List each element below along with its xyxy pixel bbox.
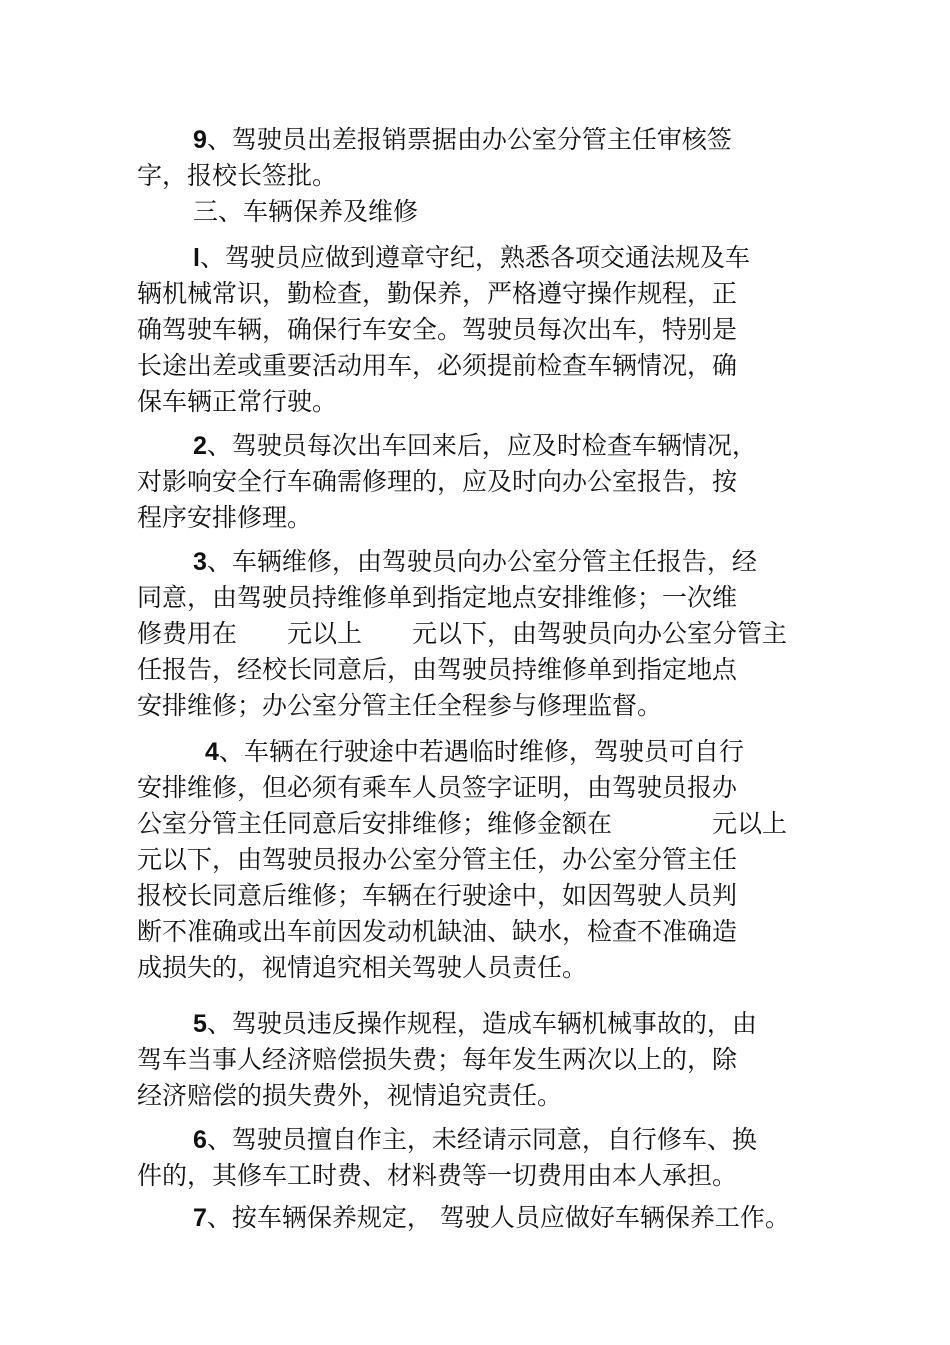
item-7-text-1: 、按车辆保养规定， 驾驶人员应做好车辆保养工作。 [206,1203,790,1232]
item-3-line-2: 同意，由驾驶员持维修单到指定地点安排维修；一次维 [137,583,738,612]
item-3-line-3: 修费用在 元以上 元以下，由驾驶员向办公室分管主 [137,619,788,648]
item-2-text-1: 、驾驶员每次出车回来后，应及时检查车辆情况， [206,431,757,460]
item-3-text-1: 、车辆维修，由驾驶员向办公室分管主任报告，经 [206,547,757,576]
item-6-number: 6 [193,1126,207,1154]
item-3-number: 3 [193,548,207,576]
item-1-line-3: 确驾驶车辆，确保行车安全。驾驶员每次出车，特别是 [137,315,738,344]
item-4-line-2: 安排维修，但必须有乘车人员签字证明，由驾驶员报办 [137,773,738,802]
item-5-number: 5 [193,1010,207,1038]
section-heading: 三、车辆保养及维修 [193,197,419,226]
item-1-line-5: 保车辆正常行驶。 [137,387,338,416]
item-4-line-5: 报校长同意后维修；车辆在行驶途中，如因驾驶人员判 [137,881,738,910]
item-4-line-6: 断不准确或出车前因发动机缺油、缺水，检查不准确造 [137,917,738,946]
item-4-line-1 [205,734,744,770]
item-1-number: l [193,244,200,272]
item-9-number: 9 [193,126,207,154]
item-6-line-1 [193,1122,757,1158]
item-3-line-5: 安排维修；办公室分管主任全程参与修理监督。 [137,691,663,720]
item-9-line-2: 字，报校长签批。 [137,161,338,190]
item-1-line-1 [193,240,750,276]
item-2-number: 2 [193,432,207,460]
item-1-line-4: 长途出差或重要活动用车，必须提前检查车辆情况，确 [137,351,738,380]
item-4-line-4: 元以下，由驾驶员报办公室分管主任，办公室分管主任 [137,845,738,874]
item-5-line-3: 经济赔偿的损失费外，视情追究责任。 [137,1081,563,1110]
item-5-line-1 [193,1006,757,1042]
item-5-line-2: 驾车当事人经济赔偿损失费；每年发生两次以上的，除 [137,1045,738,1074]
item-3-line-1 [193,544,757,580]
item-6-line-2: 件的，其修车工时费、材料费等一切费用由本人承担。 [137,1161,738,1190]
item-5-text-1: 、驾驶员违反操作规程，造成车辆机械事故的，由 [206,1009,757,1038]
item-1-line-2: 辆机械常识，勤检查，勤保养，严格遵守操作规程，正 [137,279,738,308]
item-2-line-3: 程序安排修理。 [137,503,313,532]
item-4-text-1: 、车辆在行驶途中若遇临时维修，驾驶员可自行 [218,737,744,766]
item-9-line-1 [193,122,732,158]
item-2-line-2: 对影响安全行车确需修理的，应及时向办公室报告，按 [137,467,738,496]
item-3-line-4: 任报告，经校长同意后，由驾驶员持维修单到指定地点 [137,655,738,684]
item-7-number: 7 [193,1204,207,1232]
item-6-text-1: 、驾驶员擅自作主，未经请示同意，自行修车、换 [206,1125,757,1154]
item-1-text-1: 、驾驶员应做到遵章守纪，熟悉各项交通法规及车 [199,243,750,272]
item-7-line-1 [193,1200,790,1236]
item-4-line-7: 成损失的，视情追究相关驾驶人员责任。 [137,953,588,982]
item-4-number: 4 [205,738,219,766]
item-9-text-1: 、驾驶员出差报销票据由办公室分管主任审核签 [206,125,732,154]
item-4-line-3: 公室分管主任同意后安排维修；维修金额在 元以上 [137,809,788,838]
item-2-line-1 [193,428,757,464]
